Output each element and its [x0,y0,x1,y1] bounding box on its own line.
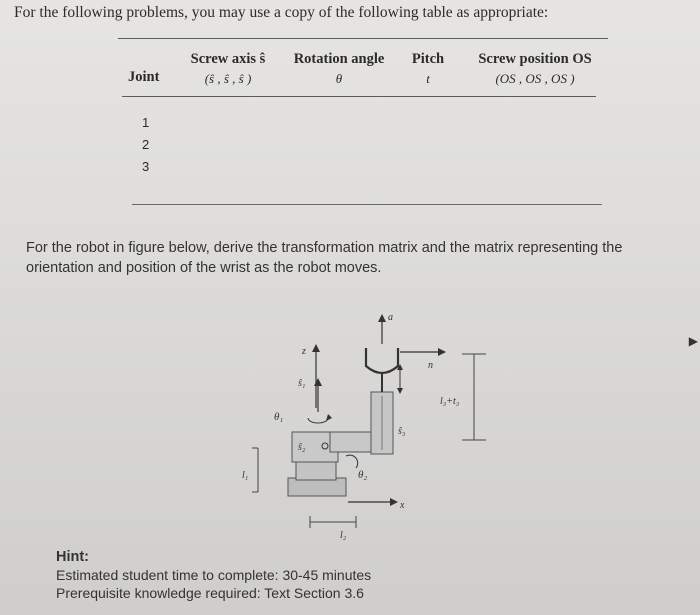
s2-label: ŝ₂ [298,442,306,453]
edge-arrow-icon: ▶ [688,334,698,348]
joint-row-2: 2 [142,137,150,152]
base-pedestal [296,460,336,480]
robot-figure [228,300,528,545]
z-label: z [302,346,306,357]
l3t3-label: l₃+t₃ [440,396,460,407]
problem-text: For the robot in figure below, derive the transformation matrix and the matrix representing the orientation and position of the wrist as the robot moves. [26,240,623,276]
hint-title: Hint: [56,549,90,565]
joint-row-3: 3 [142,159,150,174]
robot-diagram [228,300,528,545]
l2-label: l₂ [340,530,347,541]
header-rotation-angle: Rotation angle θ [293,51,385,86]
theta1-label: θ₁ [274,411,284,423]
base-plate [288,478,346,496]
gripper [366,348,398,373]
header-screw-position: Screw position OS (OS , OS , OS ) [478,51,592,86]
aw-label: a [388,312,393,323]
table-bottom-rule [132,204,602,205]
table-header-rule [122,96,596,97]
joint-row-1: 1 [142,115,150,130]
s3-label: ŝ₃ [398,426,406,437]
intro-text: For the following problems, you may use a copy of the following table as appropriate: [14,4,549,21]
theta2-label: θ₂ [358,469,368,481]
header-screw-axis: Screw axis ŝ (ŝ , ŝ , ŝ ) [190,51,266,86]
header-joint: Joint [128,69,160,85]
s1-label: ŝ₁ [298,378,306,389]
table-top-rule [118,38,608,39]
hint-block [56,548,371,602]
nw-label: n [428,360,433,371]
hint-time: Estimated student time to complete: 30-45 minutes [56,567,372,583]
l1-label: l₁ [242,470,249,481]
hint-prereq: Prerequisite knowledge required: Text Section 3.6 [56,585,364,601]
screw-table [118,38,608,206]
x-label: x [400,500,405,511]
header-pitch: Pitch t [411,51,445,86]
